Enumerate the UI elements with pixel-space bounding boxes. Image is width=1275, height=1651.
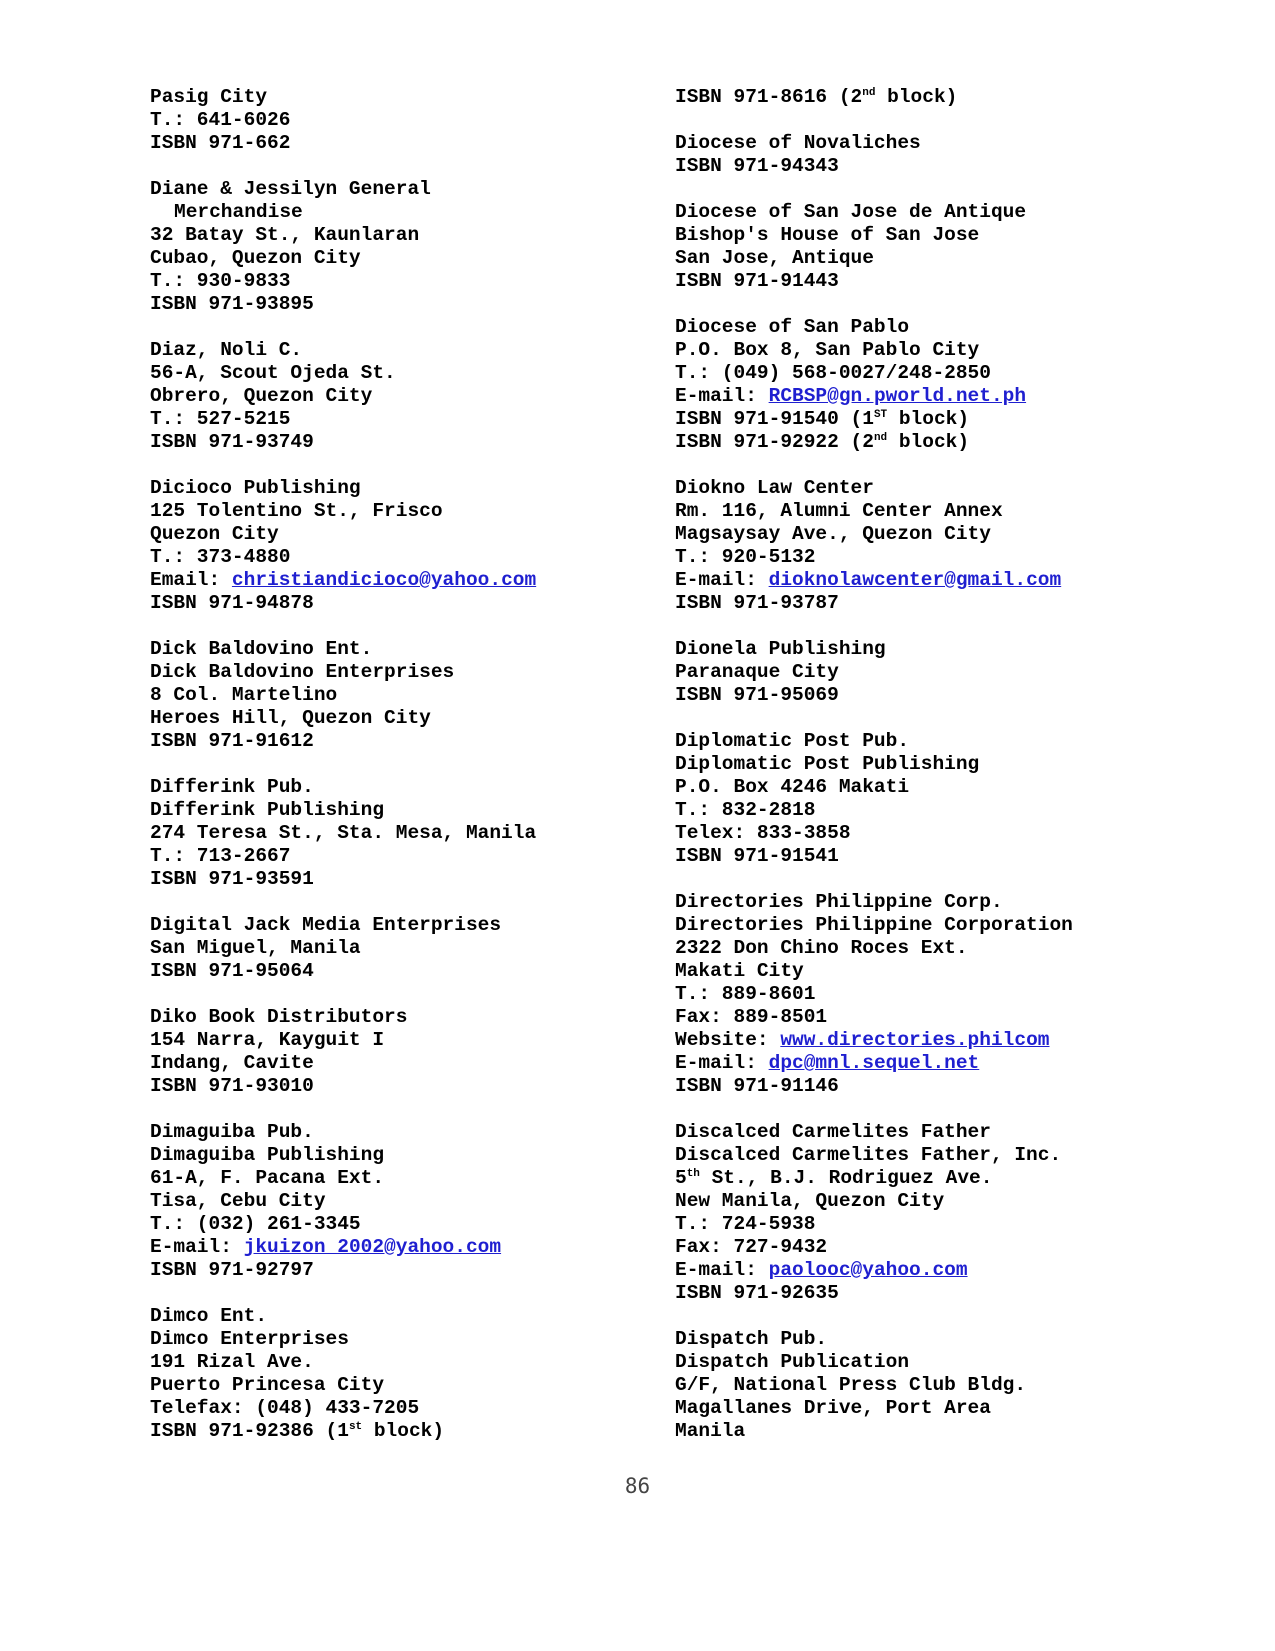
directory-entry (675, 1121, 1235, 1305)
line-text: Dick Baldovino Enterprises (150, 661, 455, 683)
line-text: T.: 930-9833 (150, 270, 291, 292)
directory-entry (675, 477, 1235, 615)
line-text: ISBN 971-91612 (150, 730, 314, 752)
entry-line (150, 1167, 620, 1190)
line-text: Discalced Carmelites Father, Inc. (675, 1144, 1062, 1166)
entry-line (150, 178, 620, 201)
line-text: Rm. 116, Alumni Center Annex (675, 500, 1003, 522)
line-text: 274 Teresa St., Sta. Mesa, Manila (150, 822, 537, 844)
line-text-after: block) (875, 86, 958, 108)
line-text: 2322 Don Chino Roces Ext. (675, 937, 968, 959)
line-text: 125 Tolentino St., Frisco (150, 500, 443, 522)
entry-line (150, 661, 620, 684)
line-text-after: St., B.J. Rodriguez Ave. (699, 1167, 993, 1189)
entry-line (675, 385, 1235, 408)
entry-line (675, 1397, 1235, 1420)
line-text: Cubao, Quezon City (150, 247, 361, 269)
entry-line (150, 293, 620, 316)
entry-line (675, 546, 1235, 569)
line-text: Diko Book Distributors (150, 1006, 408, 1028)
entry-line (675, 914, 1235, 937)
entry-line (150, 684, 620, 707)
line-text: ISBN 971-94343 (675, 155, 839, 177)
line-text: ISBN 971-93591 (150, 868, 314, 890)
entry-line (675, 500, 1235, 523)
line-text: ISBN 971-91146 (675, 1075, 839, 1097)
entry-line (150, 707, 620, 730)
entry-line (150, 592, 620, 615)
line-text: ISBN 971-662 (150, 132, 291, 154)
contact-link[interactable]: jkuizon_2002@yahoo.com (243, 1236, 502, 1258)
entry-line (150, 385, 620, 408)
line-text: T.: (049) 568-0027/248-2850 (675, 362, 991, 384)
line-text: Magallanes Drive, Port Area (675, 1397, 991, 1419)
line-text-after: block) (887, 431, 970, 453)
line-text: San Miguel, Manila (150, 937, 361, 959)
entry-line (675, 638, 1235, 661)
entry-line (150, 822, 620, 845)
directory-entry (150, 638, 620, 753)
line-text: Diplomatic Post Publishing (675, 753, 980, 775)
line-text: Bishop's House of San Jose (675, 224, 980, 246)
entry-line (150, 546, 620, 569)
entry-line (150, 247, 620, 270)
entry-line (150, 1052, 620, 1075)
line-text: Diocese of San Pablo (675, 316, 910, 338)
entry-line (675, 592, 1235, 615)
entry-line (150, 1305, 620, 1328)
entry-line (150, 868, 620, 891)
line-text: ISBN 971-93787 (675, 592, 839, 614)
entry-line (150, 914, 620, 937)
entry-line (150, 937, 620, 960)
entry-line (150, 1121, 620, 1144)
entry-line (675, 1144, 1235, 1167)
line-text: San Jose, Antique (675, 247, 874, 269)
entry-line (150, 1397, 620, 1420)
entry-line (675, 1328, 1235, 1351)
right-column (675, 86, 1235, 1466)
line-text: 5 (675, 1167, 687, 1189)
directory-entry (150, 776, 620, 891)
line-text: T.: 713-2667 (150, 845, 291, 867)
entry-line (150, 1190, 620, 1213)
ordinal-superscript: nd (873, 432, 888, 444)
entry-line (675, 799, 1235, 822)
line-text: ISBN 971-93895 (150, 293, 314, 315)
entry-line (150, 569, 620, 592)
line-text: Discalced Carmelites Father (675, 1121, 991, 1143)
line-text: 8 Col. Martelino (150, 684, 338, 706)
entry-line (675, 1236, 1235, 1259)
line-text: E-mail: (675, 1259, 769, 1281)
line-text: Tisa, Cebu City (150, 1190, 326, 1212)
line-text: Merchandise (174, 201, 303, 223)
line-text: Indang, Cavite (150, 1052, 314, 1074)
entry-line (150, 1006, 620, 1029)
entry-line (675, 891, 1235, 914)
line-text: Telex: 833-3858 (675, 822, 851, 844)
line-text: Directories Philippine Corp. (675, 891, 1003, 913)
directory-entry (150, 178, 620, 316)
ordinal-superscript: nd (862, 87, 876, 99)
entry-line (675, 270, 1235, 293)
contact-link[interactable]: christiandicioco@yahoo.com (231, 569, 537, 591)
line-text: 154 Narra, Kayguit I (150, 1029, 385, 1051)
ordinal-superscript: ST (873, 409, 888, 421)
directory-entry (150, 1305, 620, 1443)
line-text: T.: 527-5215 (150, 408, 291, 430)
entry-line (675, 1420, 1235, 1443)
line-text-after: block) (887, 408, 970, 430)
line-text: ISBN 971-92386 (1 (150, 1420, 349, 1442)
line-text: T.: (032) 261-3345 (150, 1213, 361, 1235)
directory-entry (150, 477, 620, 615)
entry-line (150, 339, 620, 362)
line-text: ISBN 971-91541 (675, 845, 839, 867)
entry-line (675, 983, 1235, 1006)
line-text: Directories Philippine Corporation (675, 914, 1073, 936)
line-text: 56-A, Scout Ojeda St. (150, 362, 396, 384)
line-text: E-mail: (675, 385, 769, 407)
entry-line (675, 684, 1235, 707)
entry-line (150, 1075, 620, 1098)
line-text: T.: 373-4880 (150, 546, 291, 568)
entry-line (675, 316, 1235, 339)
line-text: Dimco Ent. (150, 1305, 268, 1327)
line-text: T.: 920-5132 (675, 546, 816, 568)
line-text: Dicioco Publishing (150, 477, 361, 499)
line-text: Differink Pub. (150, 776, 314, 798)
line-text: Diaz, Noli C. (150, 339, 303, 361)
line-text: T.: 724-5938 (675, 1213, 816, 1235)
entry-line (675, 247, 1235, 270)
line-text: Makati City (675, 960, 804, 982)
line-text: P.O. Box 4246 Makati (675, 776, 910, 798)
entry-line (150, 1029, 620, 1052)
entry-line (675, 201, 1235, 224)
line-text: ISBN 971-95064 (150, 960, 314, 982)
line-text: ISBN 971-94878 (150, 592, 314, 614)
line-text: Puerto Princesa City (150, 1374, 385, 1396)
entry-line (675, 339, 1235, 362)
line-text: ISBN 971-93010 (150, 1075, 314, 1097)
line-text: Quezon City (150, 523, 279, 545)
entry-line (150, 845, 620, 868)
entry-line (150, 224, 620, 247)
entry-line (675, 661, 1235, 684)
line-text: P.O. Box 8, San Pablo City (675, 339, 980, 361)
ordinal-superscript: th (686, 1168, 700, 1180)
directory-entry (675, 316, 1235, 454)
entry-line (675, 155, 1235, 178)
entry-line (675, 523, 1235, 546)
entry-line (150, 776, 620, 799)
ordinal-superscript: st (348, 1421, 363, 1433)
line-text: Telefax: (048) 433-7205 (150, 1397, 420, 1419)
entry-line (150, 132, 620, 155)
entry-line (150, 1259, 620, 1282)
entry-line (150, 730, 620, 753)
entry-line (150, 960, 620, 983)
directory-entry (675, 132, 1235, 178)
line-text: Diokno Law Center (675, 477, 874, 499)
contact-link[interactable]: dioknolawcenter@gmail.com (768, 569, 1062, 591)
entry-line (150, 477, 620, 500)
line-text: New Manila, Quezon City (675, 1190, 945, 1212)
entry-line (675, 1167, 1235, 1190)
entry-line (675, 1282, 1235, 1305)
directory-entry (150, 1121, 620, 1282)
line-text: E-mail: (150, 1236, 244, 1258)
entry-line (675, 431, 1235, 454)
line-text: Dimco Enterprises (150, 1328, 349, 1350)
entry-line (675, 1213, 1235, 1236)
entry-line (675, 845, 1235, 868)
line-text: 191 Rizal Ave. (150, 1351, 314, 1373)
entry-line (150, 1351, 620, 1374)
line-text: Digital Jack Media Enterprises (150, 914, 502, 936)
line-text-after: block) (362, 1420, 445, 1442)
entry-line (675, 1029, 1235, 1052)
line-text: Website: (675, 1029, 781, 1051)
directory-entry (150, 914, 620, 983)
line-text: Dimaguiba Pub. (150, 1121, 314, 1143)
line-text: Fax: 889-8501 (675, 1006, 828, 1028)
line-text: Pasig City (150, 86, 268, 108)
line-text: ISBN 971-92635 (675, 1282, 839, 1304)
line-text: Diane & Jessilyn General (150, 178, 431, 200)
line-text: ISBN 971-95069 (675, 684, 839, 706)
line-text: Manila (675, 1420, 746, 1442)
page-number: 86 (624, 1474, 651, 1498)
entry-line (150, 500, 620, 523)
line-text: T.: 641-6026 (150, 109, 291, 131)
entry-line (675, 1374, 1235, 1397)
line-text: Dick Baldovino Ent. (150, 638, 373, 660)
entry-line (675, 1121, 1235, 1144)
line-text: ISBN 971-92797 (150, 1259, 314, 1281)
directory-entry (675, 86, 1235, 109)
entry-line (150, 431, 620, 454)
line-text: ISBN 971-8616 (2 (675, 86, 863, 108)
line-text: ISBN 971-91540 (1 (675, 408, 874, 430)
directory-entry (675, 638, 1235, 707)
contact-link[interactable]: RCBSP@gn.pworld.net.ph (768, 385, 1027, 407)
line-text: Heroes Hill, Quezon City (150, 707, 431, 729)
directory-entry (675, 1328, 1235, 1443)
entry-line (150, 523, 620, 546)
line-text: Dispatch Publication (675, 1351, 910, 1373)
entry-line (150, 408, 620, 431)
entry-line (675, 86, 1235, 109)
line-text: Differink Publishing (150, 799, 385, 821)
entry-line (675, 1075, 1235, 1098)
entry-line (675, 132, 1235, 155)
entry-line (675, 569, 1235, 592)
contact-link[interactable]: www.directories.philcom (780, 1029, 1050, 1051)
directory-entry (675, 730, 1235, 868)
line-text: T.: 889-8601 (675, 983, 816, 1005)
entry-line (675, 730, 1235, 753)
line-text: Diplomatic Post Pub. (675, 730, 910, 752)
entry-line (150, 799, 620, 822)
line-text: E-mail: (675, 1052, 769, 1074)
line-text: Email: (150, 569, 232, 591)
line-text: 32 Batay St., Kaunlaran (150, 224, 420, 246)
line-text: ISBN 971-92922 (2 (675, 431, 874, 453)
line-text: ISBN 971-91443 (675, 270, 839, 292)
entry-line (150, 638, 620, 661)
entry-line (675, 1052, 1235, 1075)
line-text: Fax: 727-9432 (675, 1236, 828, 1258)
directory-entry (150, 86, 620, 155)
entry-line (150, 86, 620, 109)
directory-entry (675, 891, 1235, 1098)
entry-line (675, 1351, 1235, 1374)
line-text: G/F, National Press Club Bldg. (675, 1374, 1027, 1396)
line-text: Paranaque City (675, 661, 839, 683)
line-text: 61-A, F. Pacana Ext. (150, 1167, 385, 1189)
left-column (150, 86, 620, 1466)
entry-line (150, 201, 620, 224)
line-text: Diocese of San Jose de Antique (675, 201, 1027, 223)
line-text: ISBN 971-93749 (150, 431, 314, 453)
entry-line (150, 1420, 620, 1443)
entry-line (150, 1213, 620, 1236)
line-text: Dispatch Pub. (675, 1328, 828, 1350)
entry-line (675, 822, 1235, 845)
entry-line (675, 753, 1235, 776)
line-text: Dionela Publishing (675, 638, 886, 660)
line-text: Obrero, Quezon City (150, 385, 373, 407)
entry-line (675, 1259, 1235, 1282)
entry-line (675, 776, 1235, 799)
entry-line (675, 1006, 1235, 1029)
entry-line (675, 1190, 1235, 1213)
entry-line (675, 408, 1235, 431)
entry-line (150, 270, 620, 293)
entry-line (150, 1328, 620, 1351)
directory-entry (150, 339, 620, 454)
entry-line (675, 937, 1235, 960)
entry-line (150, 362, 620, 385)
line-text: T.: 832-2818 (675, 799, 816, 821)
entry-line (150, 1236, 620, 1259)
entry-line (150, 109, 620, 132)
line-text: Dimaguiba Publishing (150, 1144, 385, 1166)
contact-link[interactable]: paolooc@yahoo.com (768, 1259, 968, 1281)
directory-entry (150, 1006, 620, 1098)
entry-line (675, 224, 1235, 247)
line-text: Diocese of Novaliches (675, 132, 921, 154)
line-text: Magsaysay Ave., Quezon City (675, 523, 991, 545)
entry-line (150, 1374, 620, 1397)
entry-line (675, 477, 1235, 500)
entry-line (675, 362, 1235, 385)
entry-line (675, 960, 1235, 983)
directory-entry (675, 201, 1235, 293)
entry-line (150, 1144, 620, 1167)
line-text: E-mail: (675, 569, 769, 591)
contact-link[interactable]: dpc@mnl.sequel.net (768, 1052, 980, 1074)
